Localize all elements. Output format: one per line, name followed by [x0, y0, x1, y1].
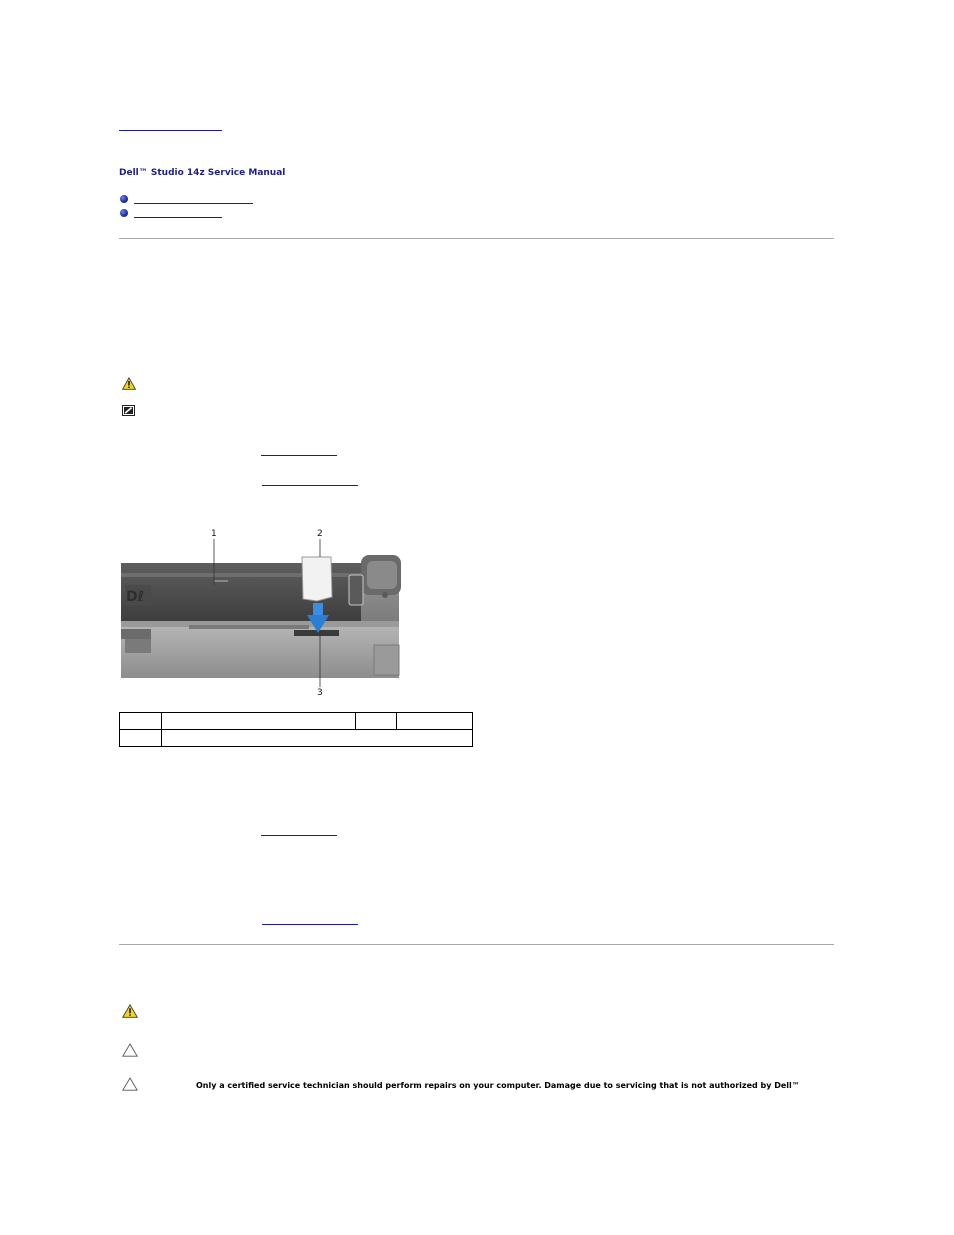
toc-link-2[interactable] — [134, 217, 222, 218]
caution-text: Only a certified service technician should perform repairs on your computer. Damage due to servicing that is not authorized by Dell™ — [196, 1081, 800, 1090]
section-divider — [119, 238, 834, 239]
svg-text:Dℓ: Dℓ — [126, 589, 145, 605]
bullet-icon — [120, 209, 128, 217]
product-illustration — [119, 525, 409, 700]
table-cell — [120, 713, 162, 730]
warning-icon — [122, 1004, 138, 1018]
manual-title: Dell™ Studio 14z Service Manual — [119, 168, 286, 178]
step-link-3[interactable] — [261, 835, 337, 836]
table-cell — [162, 713, 356, 730]
bullet-icon — [120, 195, 128, 203]
section-divider — [119, 944, 834, 945]
callout-2: 2 — [317, 529, 323, 539]
table-row — [120, 713, 473, 730]
warning-icon — [122, 377, 136, 390]
step-link-1[interactable] — [261, 455, 337, 456]
caution-icon — [122, 1043, 138, 1057]
back-link[interactable] — [119, 130, 222, 131]
callout-1: 1 — [211, 529, 217, 539]
table-cell — [356, 713, 397, 730]
table-cell — [397, 713, 473, 730]
toc-link-1[interactable] — [134, 203, 253, 204]
step-link-2[interactable] — [262, 485, 358, 486]
table-cell — [120, 730, 162, 747]
table-cell — [162, 730, 473, 747]
parts-table — [119, 712, 473, 747]
caution-icon — [122, 1077, 138, 1091]
table-row — [120, 730, 473, 747]
callout-3: 3 — [317, 688, 323, 698]
step-link-4[interactable] — [262, 924, 358, 925]
note-icon — [122, 405, 135, 416]
